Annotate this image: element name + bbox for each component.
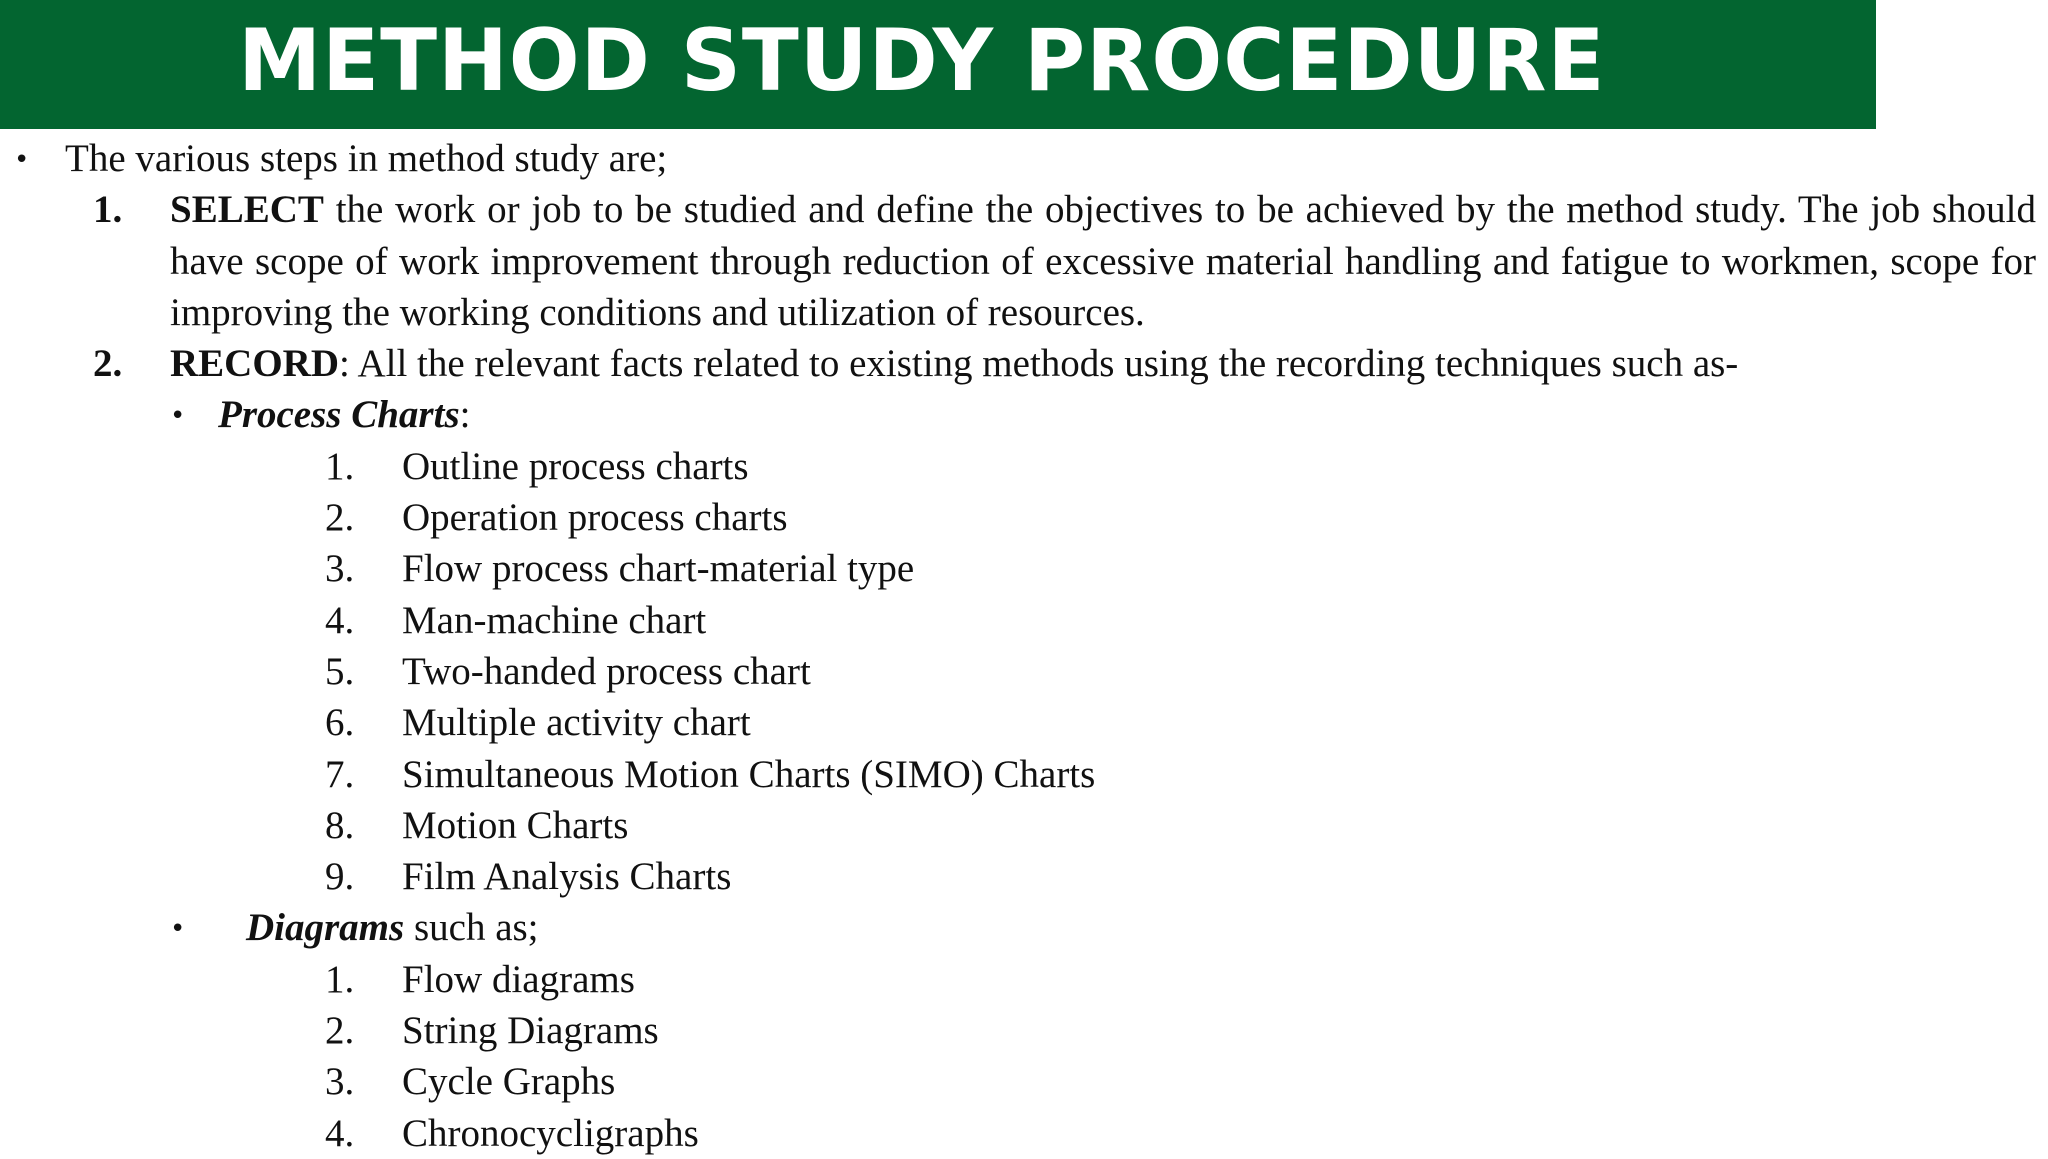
list-item	[0, 800, 2048, 851]
list-item	[0, 595, 2048, 646]
slide-content	[0, 133, 2048, 1159]
diagrams-suffix: such as;	[404, 906, 539, 950]
diagrams-heading	[0, 902, 2048, 953]
list-item	[0, 954, 2048, 1005]
list-item-number: 8.	[325, 803, 355, 847]
step-select	[0, 184, 2048, 338]
process-charts-title: Process Charts	[218, 393, 460, 437]
list-item-label: Man-machine chart	[402, 598, 707, 642]
step-number: 2.	[93, 342, 123, 386]
list-item-label: Multiple activity chart	[402, 701, 751, 745]
intro-text: The various steps in method study are;	[65, 137, 668, 180]
list-item-number: 1.	[325, 444, 355, 488]
diagrams-title: Diagrams	[246, 906, 405, 950]
step-record	[0, 338, 2048, 389]
list-item	[0, 543, 2048, 594]
list-item-number: 1.	[325, 957, 355, 1001]
list-item-label: Operation process charts	[402, 496, 788, 540]
bullet-icon: •	[170, 401, 186, 432]
list-item	[0, 1108, 2048, 1159]
list-item	[0, 1056, 2048, 1107]
list-item-number: 4.	[325, 598, 355, 642]
step-number: 1.	[93, 188, 123, 232]
list-item-label: Flow process chart-material type	[402, 547, 915, 591]
step-paragraph	[170, 338, 1738, 389]
list-item-label: String Diagrams	[402, 1009, 659, 1053]
list-item-number: 4.	[325, 1111, 355, 1155]
list-item	[0, 851, 2048, 902]
list-item	[0, 697, 2048, 748]
step-text: : All the relevant facts related to existing methods using the recording techniques such as-	[339, 342, 1739, 386]
list-item-number: 2.	[325, 496, 355, 540]
list-item-label: Film Analysis Charts	[402, 855, 732, 899]
list-item-number: 5.	[325, 649, 355, 693]
bullet-icon: •	[14, 145, 30, 175]
bullet-icon: •	[170, 914, 186, 945]
list-item	[0, 441, 2048, 492]
list-item-number: 9.	[325, 855, 355, 899]
list-item	[0, 492, 2048, 543]
step-paragraph	[170, 184, 2036, 338]
list-item-label: Flow diagrams	[402, 957, 635, 1001]
step-keyword: SELECT	[170, 188, 324, 232]
list-item-number: 7.	[325, 752, 355, 796]
list-item-number: 6.	[325, 701, 355, 745]
list-item-label: Motion Charts	[402, 803, 629, 847]
title-bar	[0, 0, 1876, 129]
list-item	[0, 1005, 2048, 1056]
list-item-label: Outline process charts	[402, 444, 749, 488]
process-charts-heading	[0, 389, 2048, 440]
list-item-label: Two-handed process chart	[402, 649, 811, 693]
list-item	[0, 749, 2048, 800]
step-text: the work or job to be studied and define the objectives to be achieved by the method study. The job should have scope of work improvement through reduction of excessive material handling and fatigue to workmen, scope for improving the working conditions and utilization of resources.	[170, 188, 2036, 334]
step-keyword: RECORD	[170, 342, 340, 386]
intro-line	[0, 133, 2048, 184]
list-item-label: Simultaneous Motion Charts (SIMO) Charts	[402, 752, 1096, 796]
list-item	[0, 646, 2048, 697]
process-charts-suffix: :	[459, 393, 471, 437]
list-item-number: 3.	[325, 547, 355, 591]
list-item-label: Cycle Graphs	[402, 1060, 616, 1104]
list-item-number: 3.	[325, 1060, 355, 1104]
list-item-label: Chronocycligraphs	[402, 1111, 699, 1155]
list-item-number: 2.	[325, 1009, 355, 1053]
page-title: METHOD STUDY PROCEDURE	[238, 10, 1606, 111]
